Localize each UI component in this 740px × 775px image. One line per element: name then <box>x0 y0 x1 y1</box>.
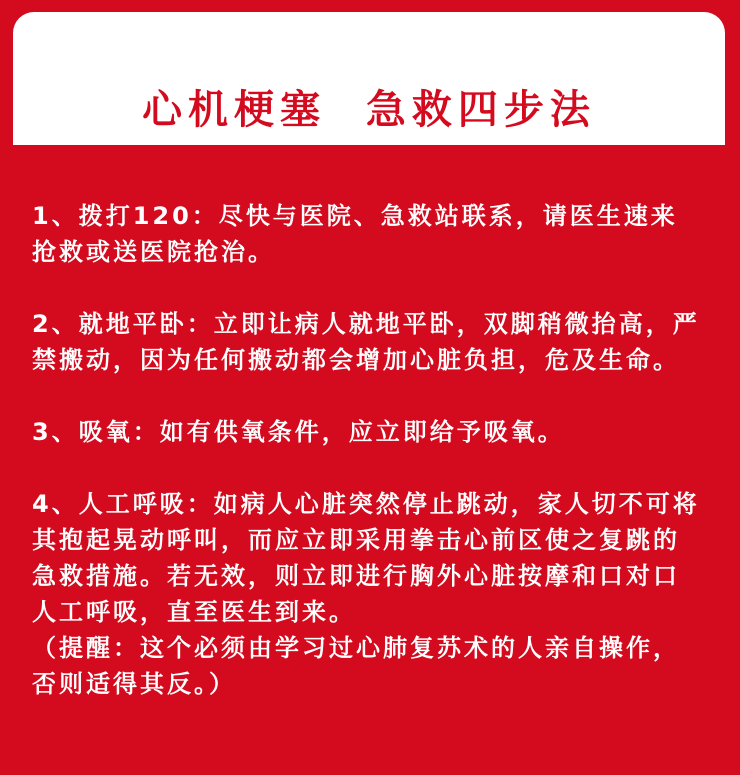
steps-list <box>32 198 702 702</box>
page-title: 心机梗塞 急救四步法 <box>142 87 596 133</box>
reminder-note: （提醒：这个必须由学习过心肺复苏术的人亲自操作，否则适得其反。） <box>32 634 680 698</box>
step-4-cpr: 4、人工呼吸：如病人心脏突然停止跳动，家人切不可将其抱起晃动呼叫，而应立即采用拳击心前区使之复跳的急救措施。若无效，则立即进行胸外心脏按摩和口对口人工呼吸，直至医生到来。 <box>32 490 700 626</box>
step-2-lie-flat: 2、就地平卧：立即让病人就地平卧，双脚稍微抬高，严禁搬动，因为任何搬动都会增加心脏负担，危及生命。 <box>32 310 700 374</box>
step-1-call: 1、拨打120：尽快与医院、急救站联系，请医生速来抢救或送医院抢治。 <box>32 202 678 266</box>
step-3-oxygen: 3、吸氧：如有供氧条件，应立即给予吸氧。 <box>32 418 565 446</box>
title-banner <box>10 9 728 145</box>
